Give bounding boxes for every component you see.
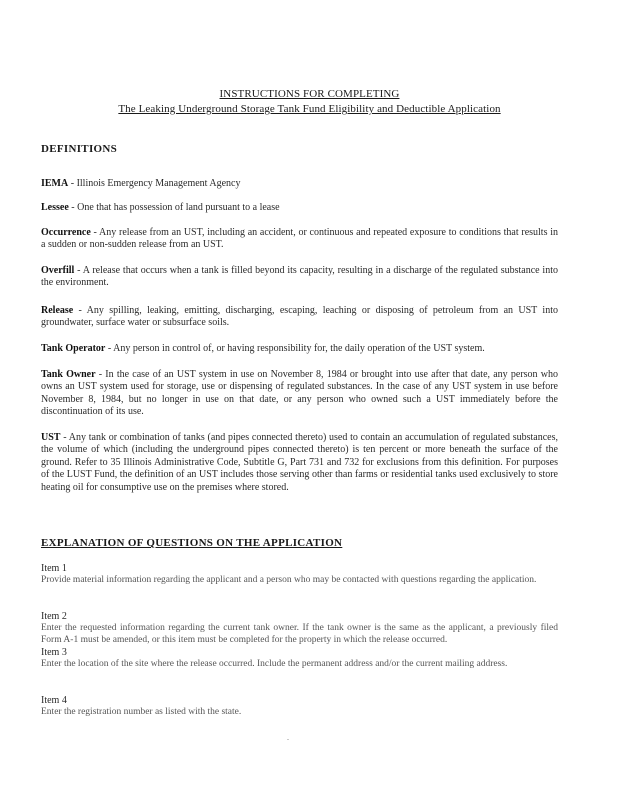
definition-occurrence [41, 227, 558, 252]
definitions-heading: DEFINITIONS [41, 143, 118, 155]
document-title-line-2: The Leaking Underground Storage Tank Fund Eligibility and Deductible Application [118, 103, 501, 115]
item-label: Item 3 [41, 647, 67, 658]
definition-tank-owner [41, 369, 558, 419]
item-text: Provide material information regarding the applicant and a person who may be contacted with questions regarding the application. [41, 575, 537, 585]
item-label: Item 1 [41, 563, 67, 574]
explanation-heading: EXPLANATION OF QUESTIONS ON THE APPLICATION [41, 537, 343, 549]
definition-term: Lessee [41, 202, 69, 213]
definition-term: Release [41, 305, 74, 316]
item-text: Enter the requested information regarding the current tank owner. If the tank owner is the same as the applicant, a previously filed Form A-1 must be amended, or this item must be completed for the property in which the release occurred. [41, 623, 558, 645]
document-title-line-1: INSTRUCTIONS FOR COMPLETING [219, 88, 400, 100]
page-mark: . [287, 733, 289, 742]
definition-text: - One that has possession of land pursuant to a lease [68, 202, 280, 213]
definition-text: - A release that occurs when a tank is filled beyond its capacity, resulting in a discharge of the regulated substance into the environment. [41, 265, 558, 289]
definition-text: - Any tank or combination of tanks (and pipes connected thereto) used to contain an accumulation of regulated substances, the volume of which (including the underground pipes connected thereto) is ten percent or more beneath the surface of the ground. Refer to 35 Illinois Administrative Code, Subtitle G, Part 731 and 732 for exclusions from this definition. For purposes of the LUST Fund, the definition of an UST includes those serving other than farms or residential tanks used exclusively to store heating oil for consumptive use on the premises where stored. [41, 432, 558, 493]
definition-release [41, 305, 558, 330]
definition-lessee [41, 202, 558, 214]
definition-term: IEMA [41, 178, 69, 189]
item-text: Enter the registration number as listed with the state. [41, 707, 242, 717]
definition-text: - Illinois Emergency Management Agency [68, 178, 241, 189]
definition-term: Tank Owner [41, 369, 96, 380]
definition-term: UST [41, 432, 61, 443]
definition-text: - Any release from an UST, including an accident, or continuous and repeated exposure to conditions that results in a sudden or non-sudden release from an UST. [41, 227, 558, 251]
definition-text: - In the case of an UST system in use on November 8, 1984 or brought into use after that date, any person who owns an UST system used for storage, use or dispensing of regulated substances. In the case of any UST system in use before November 8, 1984, but no longer in use on that date, or any person who owned such a UST immediately before the discontinuation of its use. [41, 369, 558, 418]
definition-overfill [41, 265, 558, 290]
definition-term: Tank Operator [41, 343, 106, 354]
definition-iema [41, 178, 558, 190]
definition-term: Overfill [41, 265, 75, 276]
item-label: Item 2 [41, 611, 67, 622]
item-text: Enter the location of the site where the release occurred. Include the permanent address and/or the current mailing address. [41, 659, 508, 669]
definition-text: - Any person in control of, or having responsibility for, the daily operation of the UST system. [105, 343, 485, 354]
definition-ust [41, 432, 558, 494]
definition-text: - Any spilling, leaking, emitting, discharging, escaping, leaching or disposing of petroleum from an UST into groundwater, surface water or subsurface soils. [41, 305, 558, 329]
item-label: Item 4 [41, 695, 67, 706]
definition-term: Occurrence [41, 227, 91, 238]
definition-tank-operator [41, 343, 558, 355]
